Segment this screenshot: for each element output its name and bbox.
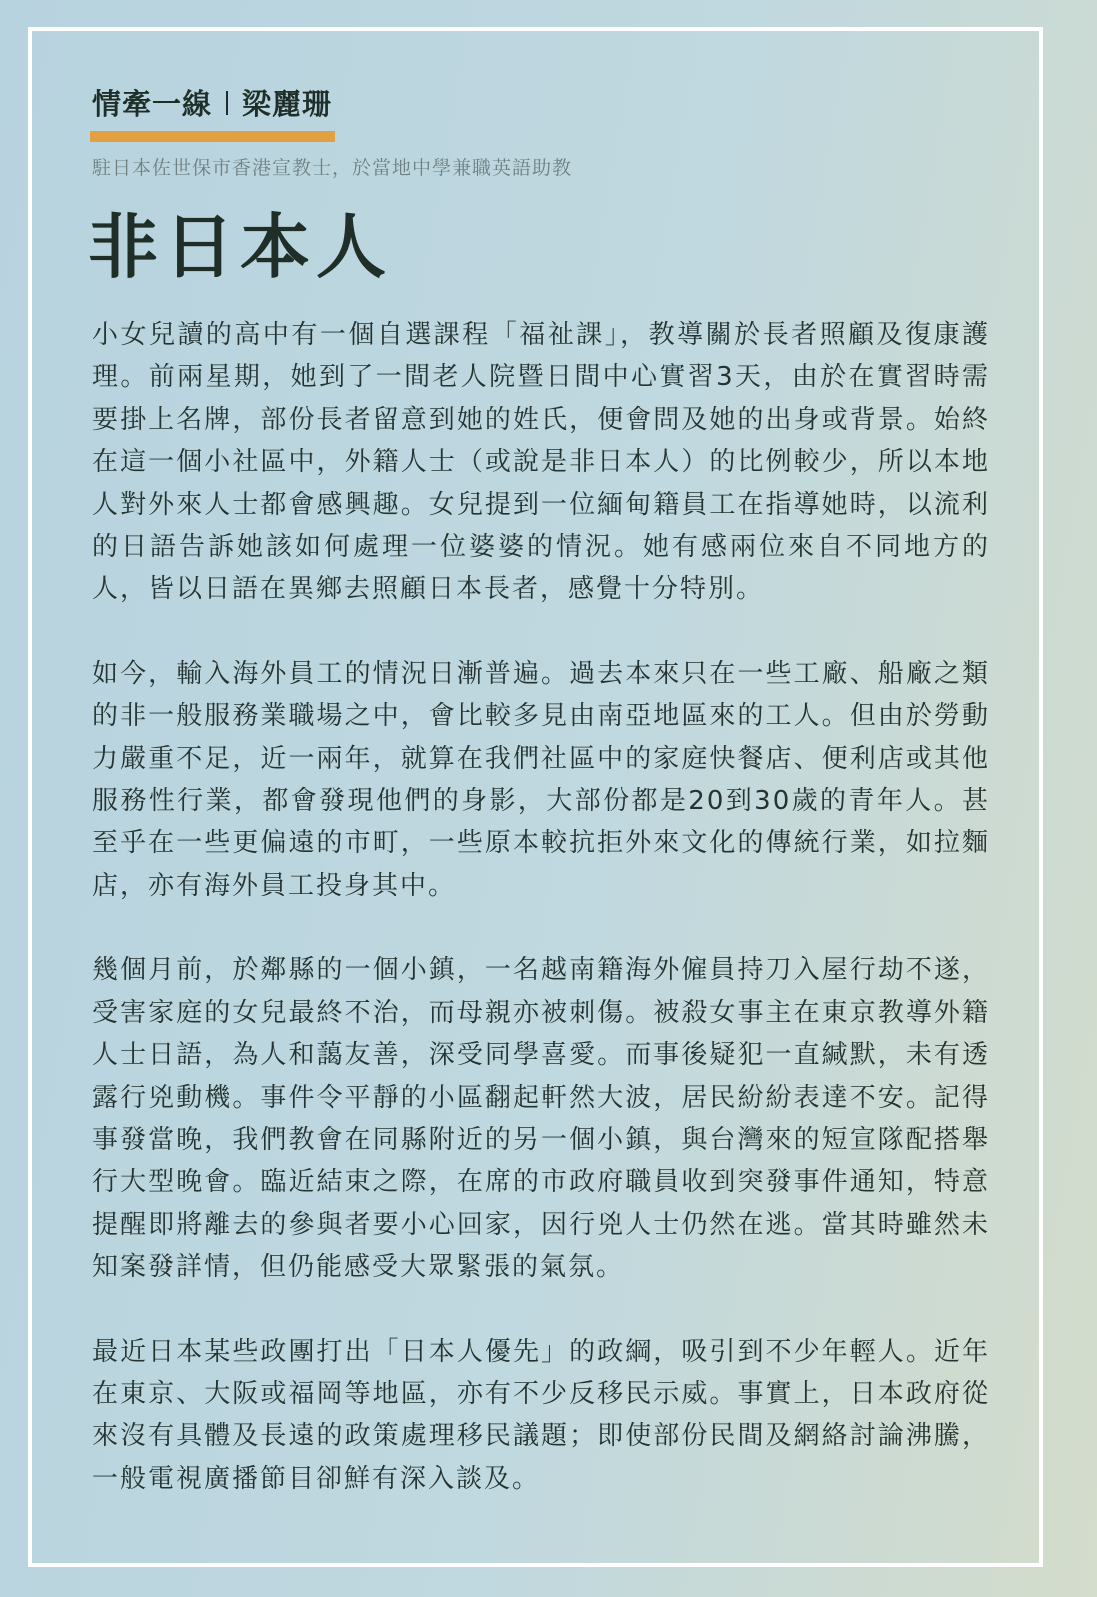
paragraph: 幾個月前，於鄰縣的一個小鎮，一名越南籍海外僱員持刀入屋行劫不遂，受害家庭的女兒最終不治，而母親亦被刺傷。被殺女事主在東京教導外籍人士日語，為人和藹友善，深受同學喜愛。而事後疑犯一直緘默，未有透露行兇動機。事件令平靜的小區翻起軒然大波，居民紛紛表達不安。記得事發當晚，我們教會在同縣附近的另一個小鎮，與台灣來的短宣隊配搭舉行大型晚會。臨近結束之際，在席的市政府職員收到突發事件通知，特意提醒即將離去的參與者要小心回家，因行兇人士仍然在逃。當其時雖然未知案發詳情，但仍能感受大眾緊張的氣氛。 xyxy=(92,955,990,1283)
accent-bar xyxy=(90,131,335,142)
paragraph: 如今，輸入海外員工的情況日漸普遍。過去本來只在一些工廠、船廠之類的非一般服務業職場之中，會比較多見由南亞地區來的工人。但由於勞動力嚴重不足，近一兩年，就算在我們社區中的家庭快餐店、便利店或其他服務性行業，都會發現他們的身影，大部份都是20到30歲的青年人。甚至乎在一些更偏遠的市町，一些原本較抗拒外來文化的傳統行業，如拉麵店，亦有海外員工投身其中。 xyxy=(92,658,990,901)
author-bio: 駐日本佐世保市香港宣教士，於當地中學兼職英語助教 xyxy=(92,157,573,179)
paragraph: 小女兒讀的高中有一個自選課程「福祉課」，教導關於長者照顧及復康護理。前兩星期，她到了一間老人院暨日間中心實習3天，由於在實習時需要掛上名牌，部份長者留意到她的姓氏，便會問及她的出身或背景。始終在這一個小社區中，外籍人士（或說是非日本人）的比例較少，所以本地人對外來人士都會感興趣。女兒提到一位緬甸籍員工在指導她時，以流利的日語告訴她該如何處理一位婆婆的情況。她有感兩位來自不同地方的人，皆以日語在異鄉去照顧日本長者，感覺十分特別。 xyxy=(92,320,990,605)
header-divider xyxy=(226,91,228,115)
article-body xyxy=(92,314,990,1542)
article-title: 非日本人 xyxy=(88,205,392,288)
paragraph: 最近日本某些政團打出「日本人優先」的政綱，吸引到不少年輕人。近年在東京、大阪或福岡等地區，亦有不少反移民示威。事實上，日本政府從來沒有具體及長遠的政策處理移民議題；即使部份民間及網絡討論沸騰，一般電視廣播節目卻鮮有深入談及。 xyxy=(92,1336,990,1494)
author-name: 梁麗珊 xyxy=(242,87,333,121)
column-header xyxy=(92,82,332,123)
column-name: 情牽一線 xyxy=(92,87,213,121)
